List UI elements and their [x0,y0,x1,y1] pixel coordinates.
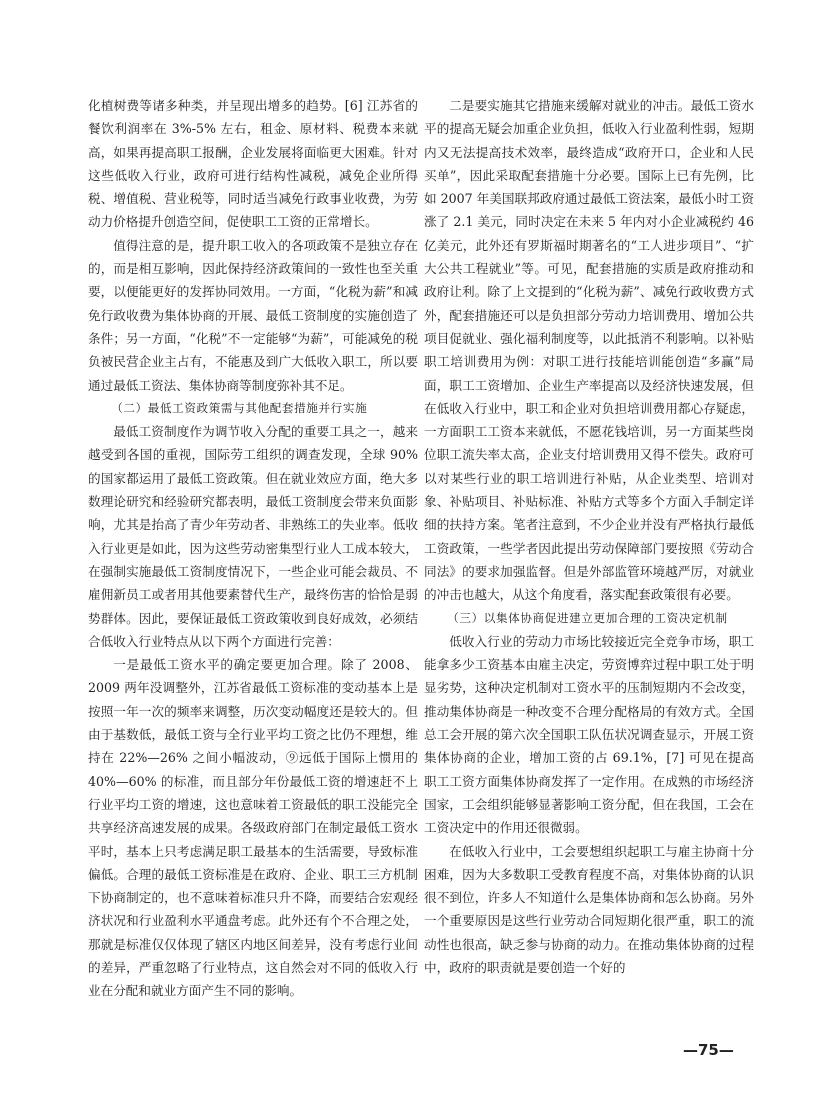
paragraph: 化植树费等诸多种类，并呈现出增多的趋势。[6] 江苏省的餐饮利润率在 3%-5% 左右，租金、原材料、税费本来就高，如果再提高职工报酬，企业发展将面临更大困难。针对这些低收入行业，政府可进行结构性减税，减免企业所得税、增值税、营业税等，同时适当减免行政事业收费，为劳动力价格提升创造空间，促使职工工资的正常增长。 [88,98,418,230]
left-text-column [88,94,418,1003]
section-heading: （三）以集体协商促进建立更加合理的工资决定机制 [447,610,728,625]
paragraph: 在低收入行业中，工会要想组织起职工与雇主协商十分困难，因为大多数职工受教育程度不高，对集体协商的认识很不到位，许多人不知道什么是集体协商和怎么协商。另外一个重要原因是这些行业劳动合同短期化很严重，职工的流动性也很高，缺乏参与协商的动力。在推动集体协商的过程中，政府的职责就是要创造一个好的 [424,843,754,975]
section-heading: （二）最低工资政策需与其他配套措施并行实施 [111,400,368,415]
paragraph: 一是最低工资水平的确定要更加合理。除了 2008、2009 两年没调整外，江苏省最低工资标准的变动基本上是按照一年一次的频率来调整，历次变动幅度还是较大的。但由于基数低，最低工资与全行业平均工资之比仍不理想，维持在 22%—26% 之间小幅波动，⑨远低于国际上惯用的 40%—60% 的标准，而且部分年份最低工资的增速赶不上行业平均工资的增速，这也意味着工资最低的职工没能完全共享经济高速发展的成果。各级政府部门在制定最低工资水平时，基本上只考虑满足职工最基本的生活需要，导致标准偏低。合理的最低工资标准是在政府、企业、职工三方机制下协商制定的，也不意味着标准只升不降，而要结合宏观经济状况和行业盈利水平通盘考虑。此外还有个不合理之处，那就是标准仅仅体现了辖区内地区间差异，没有考虑行业间的差异，严重忽略了行业特点，这自然会对不同的低收入行业在分配和就业方面产生不同的影响。 [88,657,418,999]
paragraph: 低收入行业的劳动力市场比较接近完全竞争市场，职工能拿多少工资基本由雇主决定，劳资博弈过程中职工处于明显劣势，这种决定机制对工资水平的压制短期内不会改变，推动集体协商是一种改变不合理分配格局的有效方式。全国总工会开展的第六次全国职工队伍状况调查显示，开展工资集体协商的企业，增加工资的占 69.1%，[7] 可见在提高职工工资方面集体协商发挥了一定作用。在成熟的市场经济国家，工会组织能够显著影响工资分配，但在我国，工会在工资决定中的作用还很微弱。 [424,633,754,836]
paragraph: 最低工资制度作为调节收入分配的重要工具之一，越来越受到各国的重视，国际劳工组织的调查发现，全球 90% 的国家都运用了最低工资政策。但在就业效应方面，绝大多数理论研究和经验研究都表明，最低工资制度会带来负面影响，尤其是抬高了青少年劳动者、非熟练工的失业率。低收入行业更是如此，因为这些劳动密集型行业人工成本较大，在强制实施最低工资制度情况下，一些企业可能会裁员、不雇佣新员工或者用其他要素替代生产，最终伤害的恰恰是弱势群体。因此，要保证最低工资政策收到良好成效，必须结合低收入行业特点从以下两个方面进行完善： [88,424,418,649]
paragraph: 值得注意的是，提升职工收入的各项政策不是独立存在的，而是相互影响，因此保持经济政策间的一致性也至关重要，以便能更好的发挥协同效用。一方面，“化税为薪”和减免行政收费为集体协商的开展、最低工资制度的实施创造了条件；另一方面，“化税”不一定能够“为薪”，可能减免的税负被民营企业主占有，不能惠及到广大低收入职工，所以要通过最低工资法、集体协商等制度弥补其不足。 [88,237,418,393]
right-text-column [424,94,754,979]
paragraph: 二是要实施其它措施来缓解对就业的冲击。最低工资水平的提高无疑会加重企业负担，低收入行业盈利性弱，短期内又无法提高技术效率，最终造成“政府开口，企业和人民买单”，因此采取配套措施十分必要。国际上已有先例，比如 2007 年美国联邦政府通过最低工资法案，最低小时工资涨了 2.1 美元，同时决定在未来 5 年内对小企业减税约 46 亿美元，此外还有罗斯福时期著名的“工人进步项目”、“扩大公共工程就业”等。可见，配套措施的实质是政府推动和政府让利。除了上文提到的“化税为薪”、减免行政收费方式外，配套措施还可以是负担部分劳动力培训费用、增加公共项目促就业、强化福利制度等，以此抵消不利影响。以补贴职工培训费用为例：对职工进行技能培训能创造“多赢”局面，职工工资增加、企业生产率提高以及经济快速发展，但在低收入行业中，职工和企业对负担培训费用都心存疑虑，一方面职工工资本来就低，不愿花钱培训，另一方面某些岗位职工流失率太高，企业支付培训费用又得不偿失。政府可以对某些行业的职工培训进行补贴，从企业类型、培训对象、补贴项目、补贴标准、补贴方式等多个方面入手制定详细的扶持方案。笔者注意到，不少企业并没有严格执行最低工资政策，一些学者因此提出劳动保障部门要按照《劳动合同法》的要求加强监督。但是外部监管环境越严厉，对就业的冲击也越大，从这个角度看，落实配套政策很有必要。 [424,98,754,603]
page-number: —75— [683,1041,734,1059]
